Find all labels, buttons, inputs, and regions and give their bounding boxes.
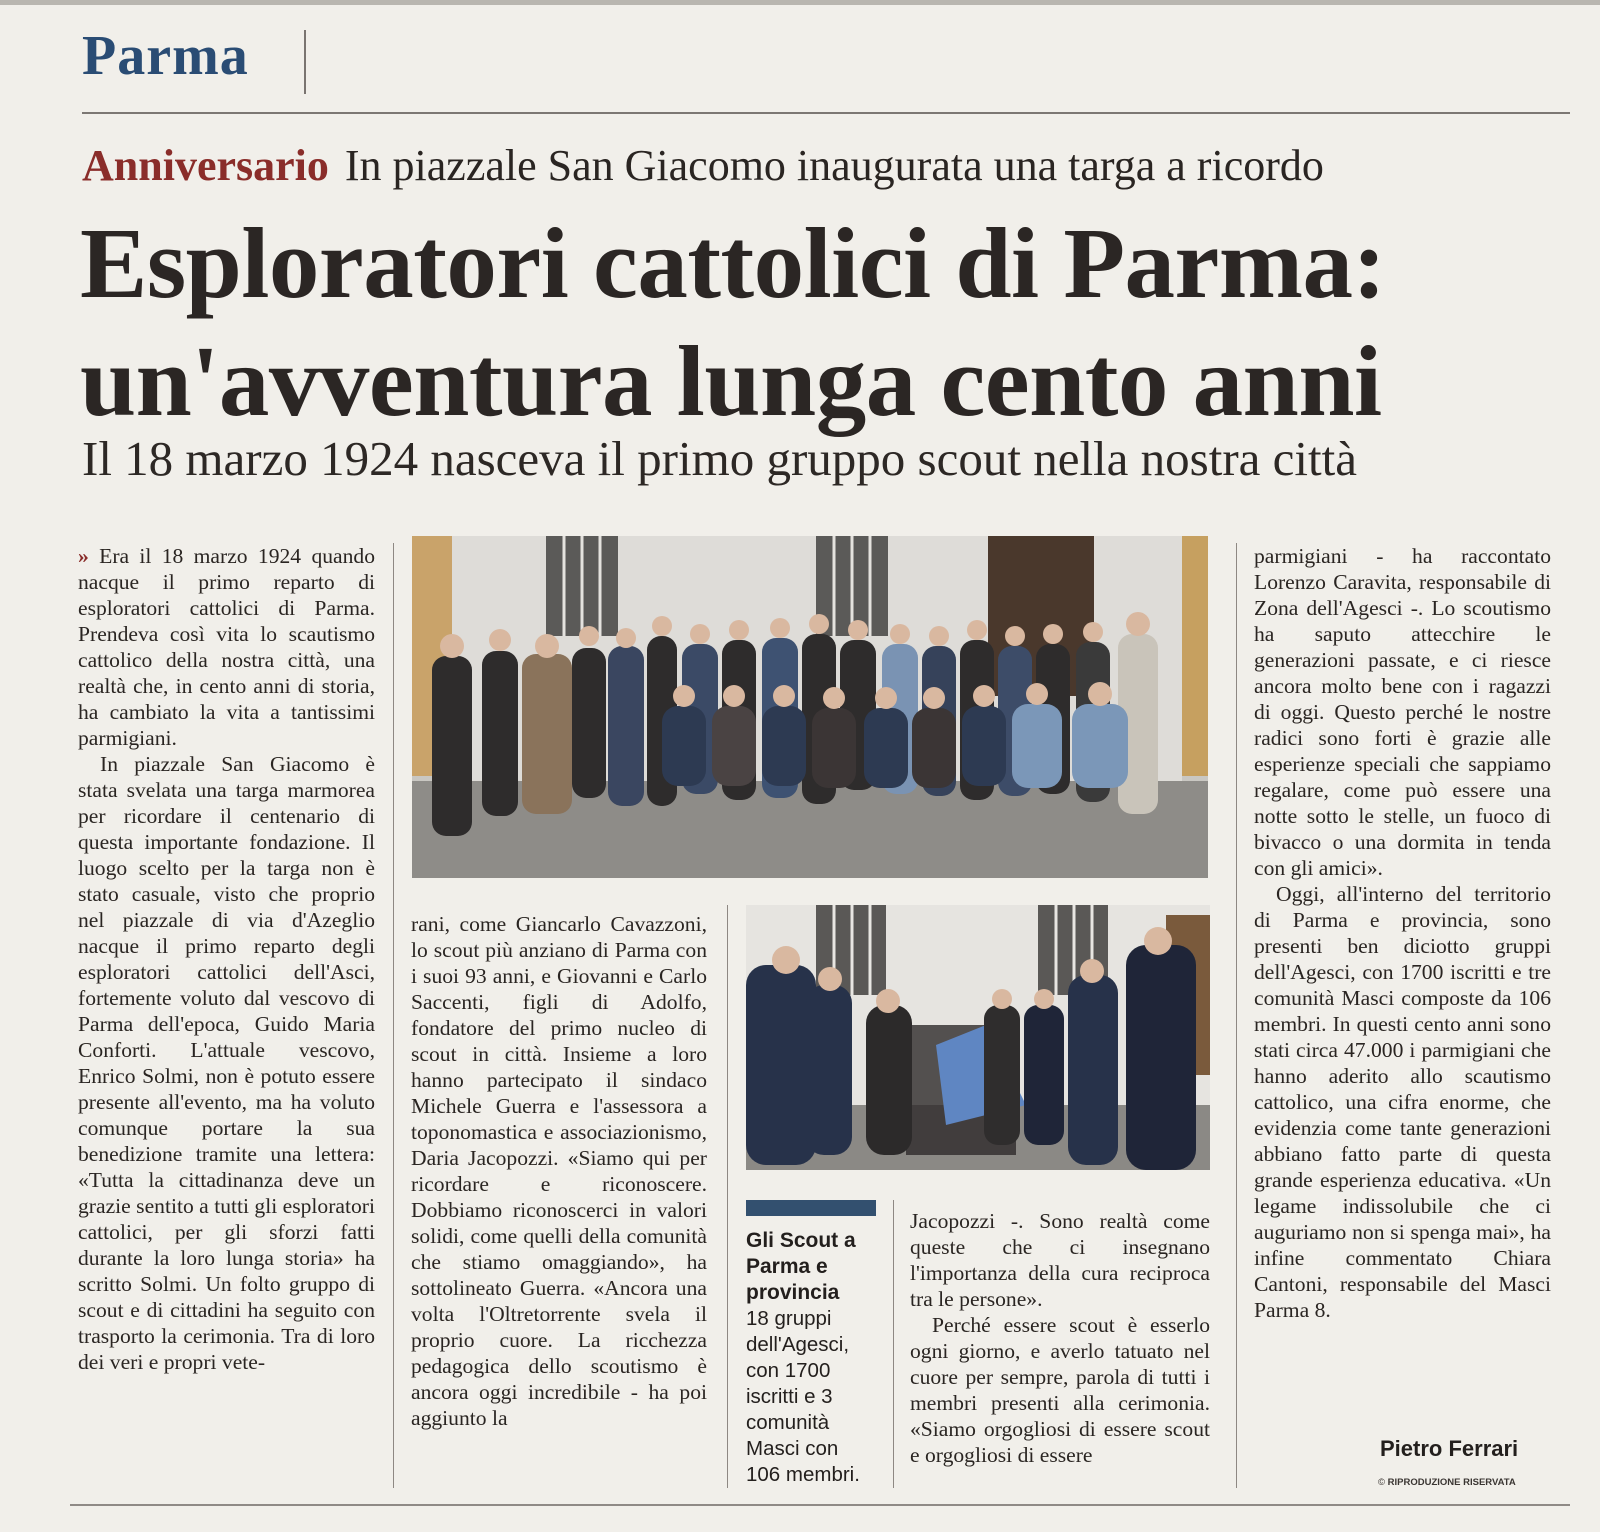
header-rule xyxy=(82,112,1570,114)
col1-paragraph-2: In piazzale San Giacomo è stata svelata una targa marmorea per ricordare il centenario di questa importante fondazione. Il luogo scelto per la targa non è stato casuale, visto che proprio nel piazzale di via d'Azeglio nacque il primo reparto degli esploratori cattolici dell'Asci, fortemente voluto dal vescovo di Parma dell'epoca, Guido Maria Conforti. L'attuale vescovo, Enrico Solmi, non è potuto essere presente all'evento, ma ha voluto comunque portare la sua benedizione tramite una lettera: «Tutta la cittadinanza deve un grazie sentito a tutti gli esploratori cattolici, per gli sforzi fatti durante la loro lunga storia» ha scritto Solmi. Un folto gruppo di scout e di cittadini ha seguito con trasporto la cerimonia. Tra di loro dei veri e propri vete- xyxy=(78,752,375,1374)
column-divider xyxy=(727,905,728,1488)
copyright-notice xyxy=(1378,1477,1516,1488)
copyright-icon: © xyxy=(1378,1477,1385,1488)
col5-paragraph-1: parmigiani - ha raccontato Lorenzo Caravita, responsabile di Zona dell'Agesci -. Lo scoutismo ha saputo attecchire le generazioni passate, e ci riesce ancora molto bene con i ragazzi di oggi. Questo perché le nostre radici sono forti è grazie alle esperienze speciali che sappiamo regalare, come può essere una notte sotto le stelle, un fuoco di bivacco o una dormita in tenda con gli amici». xyxy=(1254,544,1551,880)
headline xyxy=(80,204,1560,440)
author-byline: Pietro Ferrari xyxy=(1380,1436,1519,1461)
section-title: Parma xyxy=(82,25,249,87)
headline-line-2: un'avventura lunga cento anni xyxy=(80,325,1382,437)
subheadline: Il 18 marzo 1924 nasceva il primo gruppo scout nella nostra città xyxy=(82,431,1358,486)
info-box-title: Gli Scout a Parma e provincia xyxy=(746,1229,856,1304)
info-box xyxy=(746,1200,876,1488)
col1-paragraph-1: quando nacque il primo reparto di esploratori cattolici di Parma. Prendeva così vita lo scautismo cattolico della nostra città, una realtà che, in cento anni di storia, ha cambiato la vita a tantissimi parmigiani. xyxy=(78,544,376,750)
group-photo xyxy=(412,536,1208,878)
article-column-1 xyxy=(78,543,375,1375)
ceremony-photo xyxy=(746,905,1210,1170)
info-box-bar xyxy=(746,1200,876,1216)
col2-paragraph: rani, come Giancarlo Cavazzoni, lo scout più anziano di Parma con i suoi 93 anni, e Giovanni e Carlo Saccenti, figli di Adolfo, fondatore del primo nucleo di scout in città. Insieme a loro hanno partecipato il sindaco Michele Guerra e l'assessora a toponomastica e associazionismo, Daria Jacopozzi. «Siamo qui per ricordare e riconoscere. Dobbiamo riconoscerci in valori solidi, come quelli della comunità che stiamo omaggiando», ha sottolineato Guerra. «Ancora una volta l'Oltretorrente svela il proprio cuore. La ricchezza pedagogica dello scoutismo è ancora oggi incredibile - ha poi aggiunto la xyxy=(411,912,707,1430)
column-divider xyxy=(1236,543,1237,1488)
top-rule xyxy=(0,0,1600,5)
col4-paragraph-2: Perché essere scout è esserlo ogni giorno, e averlo tatuato nel cuore per sempre, parola di tutti i membri presenti alla cerimonia. «Siamo orgogliosi di essere scout e orgogliosi di essere xyxy=(910,1313,1210,1467)
kicker-text: In piazzale San Giacomo inaugurata una targa a ricordo xyxy=(344,141,1324,190)
col4-paragraph-1: Jacopozzi -. Sono realtà come queste che ci insegnano l'importanza della cura reciproca tra le persone». xyxy=(910,1209,1210,1311)
kicker-label: Anniversario xyxy=(82,141,329,190)
column-divider xyxy=(393,543,394,1488)
info-box-body: 18 gruppi dell'Agesci, con 1700 iscritti e 3 comunità Masci con 106 membri. xyxy=(746,1307,860,1486)
column-divider xyxy=(893,1200,894,1488)
section-divider xyxy=(304,30,306,94)
article-column-4 xyxy=(910,1208,1210,1468)
footer-rule xyxy=(70,1504,1570,1506)
quote-mark-icon: » xyxy=(78,544,89,568)
headline-line-1: Esploratori cattolici di Parma: xyxy=(80,207,1386,319)
article-column-2 xyxy=(411,911,707,1431)
lead-text: Era il 18 marzo 1924 xyxy=(99,544,302,568)
col5-paragraph-2: Oggi, all'interno del territorio di Parma e provincia, sono presenti ben diciotto gruppi dell'Agesci, con 1700 iscritti e tre comunità Masci composte da 106 membri. In questi cento anni sono stati circa 47.000 i parmigiani che hanno aderito allo scautismo cattolico, una cifra enorme, che evidenzia come tante generazioni abbiano fatto parte di questa grande esperienza educativa. «Un legame indissolubile che ci auguriamo non si spenga mai», ha infine commentato Chiara Cantoni, responsabile del Masci Parma 8. xyxy=(1254,882,1551,1322)
article-column-5 xyxy=(1254,543,1551,1323)
kicker xyxy=(82,142,1324,190)
copyright-text: RIPRODUZIONE RISERVATA xyxy=(1387,1477,1516,1488)
